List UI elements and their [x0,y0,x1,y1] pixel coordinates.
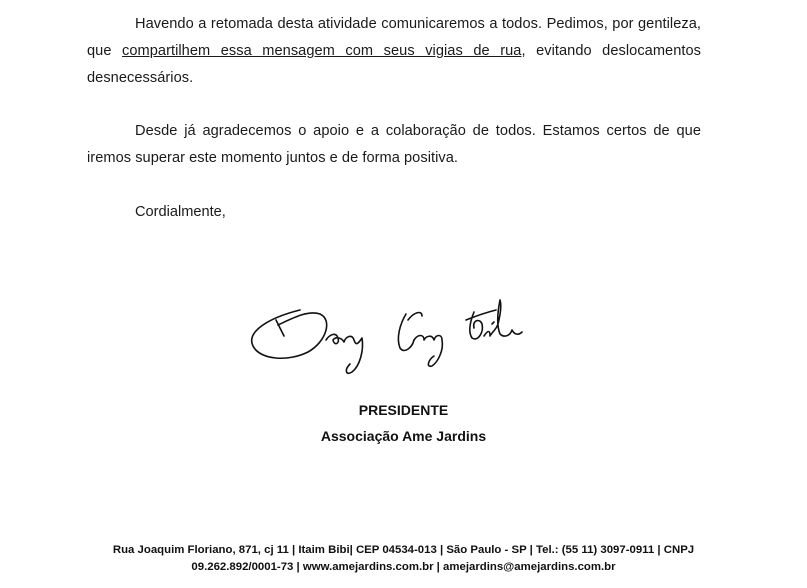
letterhead-footer [70,542,737,575]
closing-salutation: Cordialmente, [135,204,226,220]
paragraph-agradecimento: Desde já agradecemos o apoio e a colaboração de todos. Estamos certos de que iremos superar este momento juntos e de forma positiva. [87,123,701,166]
underlined-request: compartilhem essa mensagem com seus vigias de rua [122,43,522,59]
paragraph-retomada [87,11,701,92]
signer-title: PRESIDENTE [358,402,449,418]
signer-organization: Associação Ame Jardins [320,428,487,444]
paragraph-retomada-end: , evitando deslocamentos desnecessários. [87,43,701,86]
paragraph-retomada-text: Havendo a retomada desta atividade comunicaremos a todos. Pedimos, por gentileza, que [87,16,701,59]
footer-address-line: Rua Joaquim Floriano, 871, cj 11 | Itaim Bibi| CEP 04534-013 | São Paulo - SP | Tel.: (55 11) 3097-0911 | CNPJ [112,544,695,556]
footer-contact-line: 09.262.892/0001-73 | www.amejardins.com.br | amejardins@amejardins.com.br [191,560,616,573]
handwritten-signature [238,280,548,390]
